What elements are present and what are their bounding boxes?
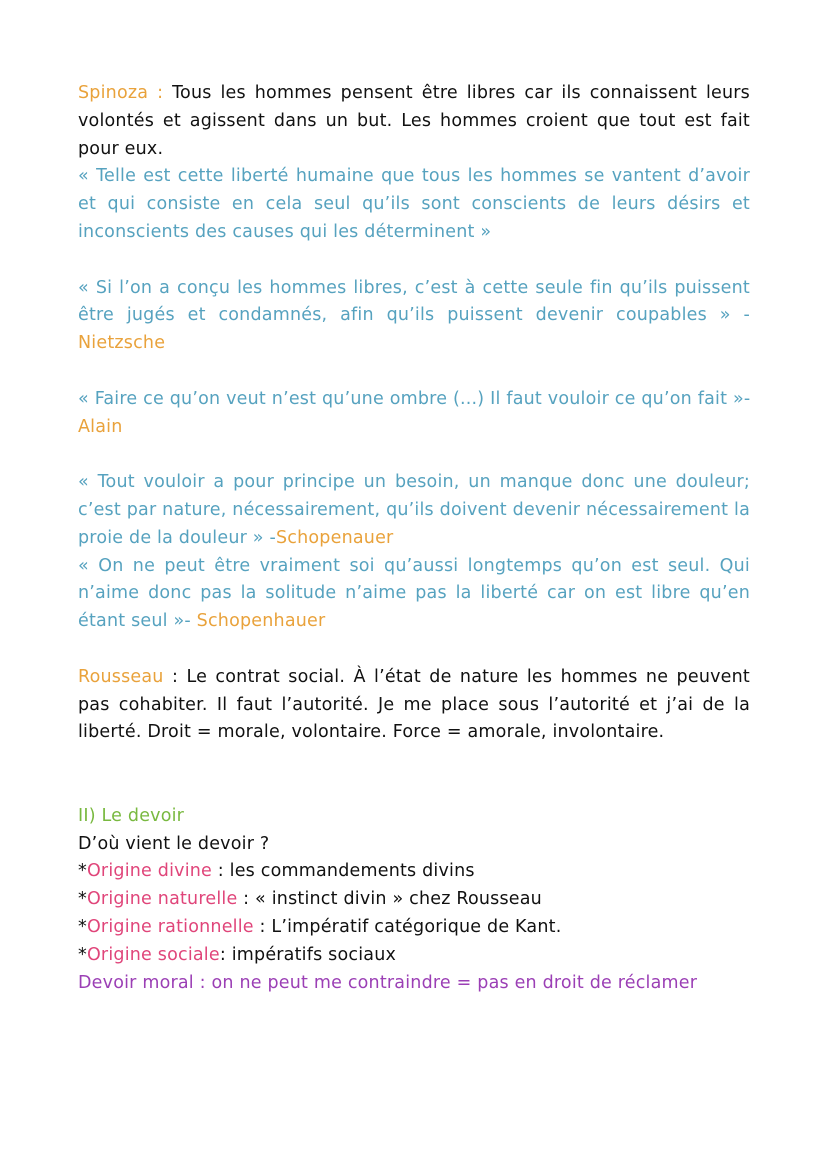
origin-text: : « instinct divin » chez Rousseau [237,889,542,910]
origin-item [78,942,750,970]
origin-item [78,886,750,914]
schopenhauer-quote-2: « On ne peut être vraiment soi qu’aussi longtemps qu’on est seul. Qui n’aime donc pas la solitude n’aime pas la liberté car on est libre qu’en étant seul »- [78,555,750,632]
devoir-moral: Devoir moral : on ne peut me contraindre = pas en droit de réclamer [78,972,698,993]
nietzsche-quote: « Si l’on a conçu les hommes libres, c’est à cette seule fin qu’ils puissent être jugés et condamnés, afin qu’ils puissent devenir coupables » - [78,277,750,326]
spinoza-quote: « Telle est cette liberté humaine que tous les hommes se vantent d’avoir et qui consiste en cela seul qu’ils sont conscients de leurs désirs et inconscients des causes qui les déterminent » [78,166,750,242]
origin-label: Origine rationnelle [86,916,254,937]
origin-item [78,858,750,886]
alain-author: Alain [78,416,123,437]
origin-text: : impératifs sociaux [219,944,397,965]
alain-quote: « Faire ce qu’on veut n’est qu’une ombre (...) Il faut vouloir ce qu’on fait »- [78,388,750,409]
rousseau-paragraph [78,664,750,747]
rousseau-name: Rousseau [78,666,164,687]
spinoza-name: Spinoza [78,83,149,103]
schopenhauer-paragraph-2 [78,553,750,636]
schopenhauer-author-1: Schopenauer [275,527,394,548]
origin-text: : les commandements divins [212,861,475,882]
origin-label: Origine divine [86,861,213,882]
schopenhauer-author-2: Schopenhauer [196,611,326,632]
devoir-question: D’où vient le devoir ? [78,833,270,854]
origin-text: : L’impératif catégorique de Kant. [253,916,562,937]
schopenhauer-paragraph-1 [78,469,750,552]
origin-bullet: * [78,889,87,910]
origin-label: Origine sociale [86,944,220,965]
spinoza-paragraph [78,80,750,163]
origin-bullet: * [78,916,87,937]
origin-label: Origine naturelle [86,889,238,910]
rousseau-text: : Le contrat social. À l’état de nature les hommes ne peuvent pas cohabiter. Il faut l’autorité. Je me place sous l’autorité et j’ai de la liberté. Droit = morale, volontaire. Force = amorale, involontaire. [78,666,750,743]
section-heading: II) Le devoir [78,805,185,826]
spinoza-separator: : [148,83,173,103]
notes-page [78,80,750,997]
nietzsche-paragraph [78,275,750,358]
origin-bullet: * [78,861,87,882]
origin-item [78,914,750,942]
nietzsche-author: Nietzsche [78,333,166,354]
schopenhauer-quote-1: « Tout vouloir a pour principe un besoin, un manque donc une douleur; c’est par nature, nécessairement, qu’ils doivent devenir nécessairement la proie de la douleur » - [78,472,750,548]
origin-bullet: * [78,944,87,965]
spinoza-text: Tous les hommes pensent être libres car ils connaissent leurs volontés et agissent dans un but. Les hommes croient que tout est fait pour eux. [78,83,751,159]
alain-paragraph [78,386,750,442]
